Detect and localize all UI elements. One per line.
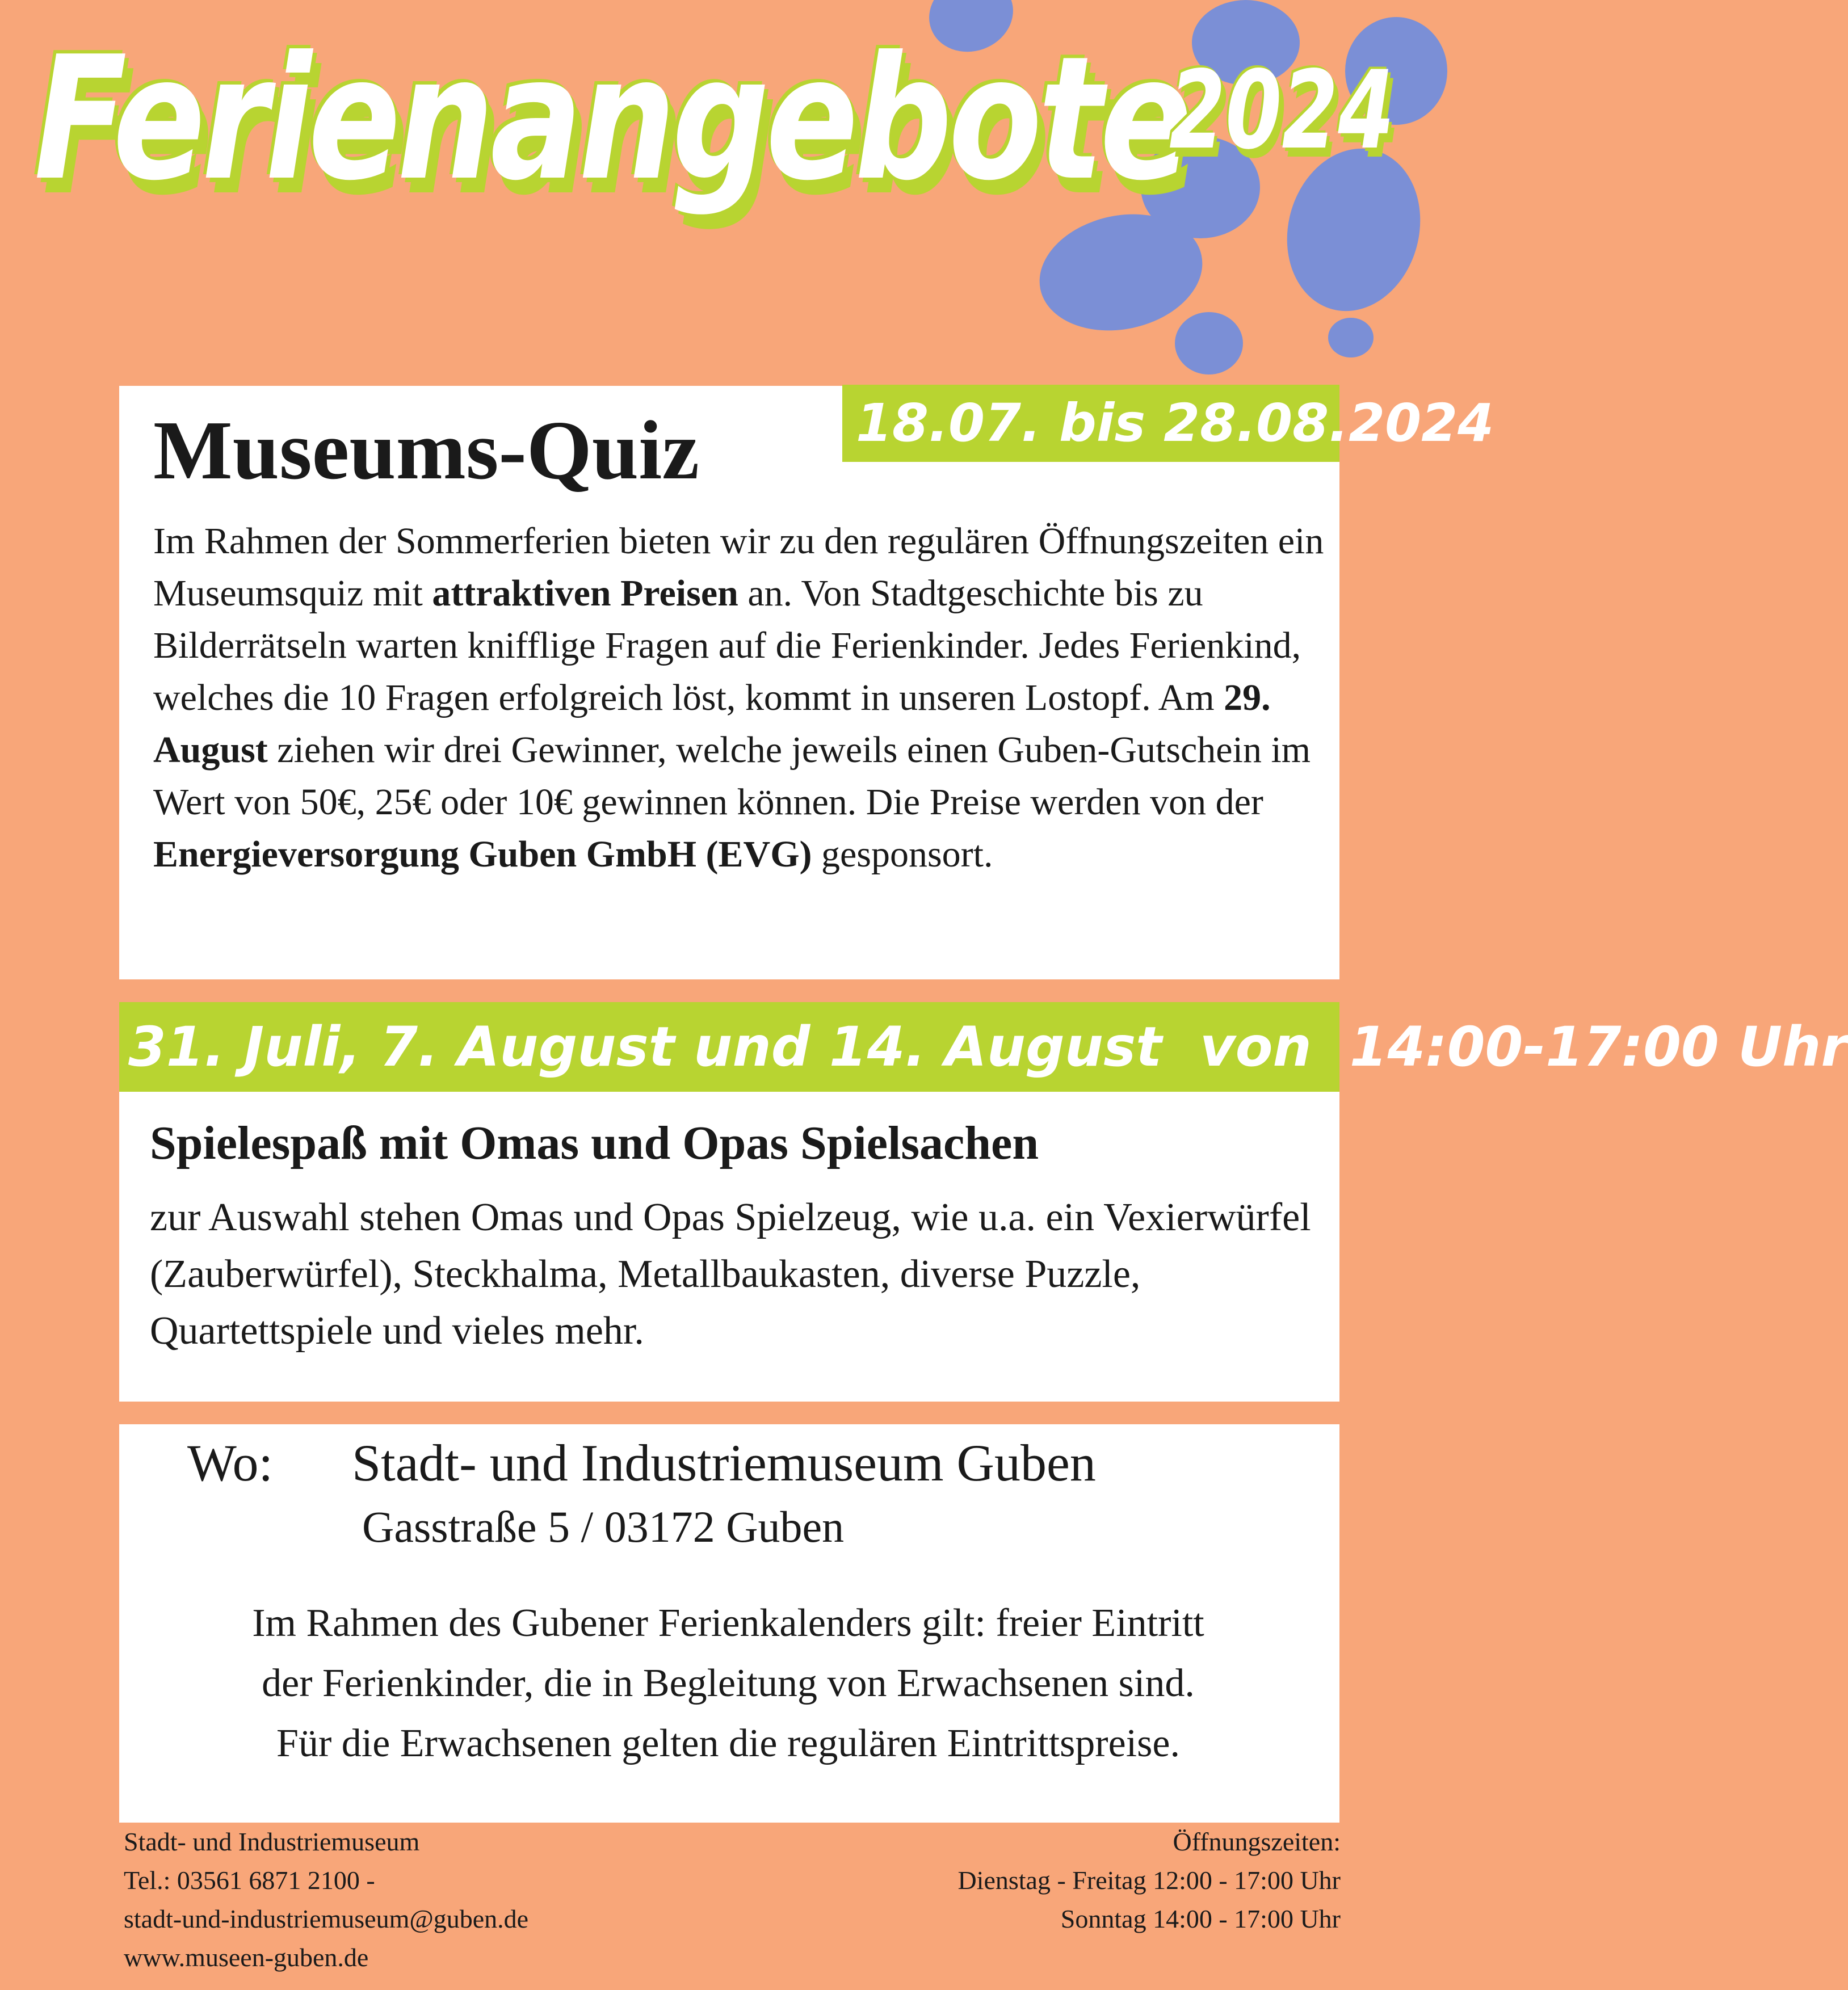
admission-info <box>120 1593 1336 1774</box>
quiz-date-tag: 18.07. bis 28.08.2024 <box>842 385 1339 462</box>
quiz-title: Museums-Quiz <box>153 404 699 497</box>
footer-opening-hours <box>957 1823 1341 1938</box>
header-title-area <box>34 20 1396 306</box>
admission-info-line: Für die Erwachsenen gelten die regulären Eintrittspreise. <box>276 1722 1180 1765</box>
footer-contact <box>124 1823 528 1977</box>
footer-museum-name: Stadt- und Industriemuseum <box>124 1827 420 1856</box>
decorative-blob <box>1328 318 1374 357</box>
opening-hours-weekdays: Dienstag - Freitag 12:00 - 17:00 Uhr <box>957 1866 1341 1895</box>
quiz-description: Im Rahmen der Sommerferien bieten wir zu den regulären Öffnungszeiten ein Museumsquiz mit attraktiven Preisen an. Von Stadtgeschichte bis zu Bilderrätseln warten knifflige Fragen auf die Ferienkinder. Jedes Ferienkind, welches die 10 Fragen erfolgreich löst, kommt in unseren Lostopf. Am 29. August ziehen wir drei Gewinner, welche jeweils einen Guben-Gutschein im Wert von 50€, 25€ oder 10€ gewinnen können. Die Preise werden von der Energieversorgung Guben GmbH (EVG) gesponsort. <box>153 520 1324 875</box>
page-title-year: 2024 <box>1169 48 1395 173</box>
location-address: Gasstraße 5 / 03172 Guben <box>362 1502 845 1551</box>
decorative-blob <box>1175 312 1243 375</box>
location-venue: Stadt- und Industriemuseum Guben <box>352 1434 1096 1492</box>
spiel-title: Spielespaß mit Omas und Opas Spielsachen <box>150 1117 1039 1169</box>
spiel-date-tag: 31. Juli, 7. August und 14. August von 14:00-17:00 Uhr <box>119 1002 1339 1092</box>
admission-info-line: Im Rahmen des Gubener Ferienkalenders gilt: freier Eintritt <box>252 1601 1204 1645</box>
footer-website-link[interactable]: www.museen-guben.de <box>124 1943 369 1972</box>
opening-hours-sunday: Sonntag 14:00 - 17:00 Uhr <box>1060 1904 1341 1933</box>
admission-info-line: der Ferienkinder, die in Begleitung von Erwachsenen sind. <box>262 1661 1195 1705</box>
location-label: Wo: <box>187 1434 274 1492</box>
opening-hours-heading: Öffnungszeiten: <box>1173 1827 1341 1856</box>
footer-email-link[interactable]: stadt-und-industriemuseum@guben.de <box>124 1904 529 1933</box>
spiel-description: zur Auswahl stehen Omas und Opas Spielzeug, wie u.a. ein Vexierwürfel (Zauberwürfel), Steckhalma, Metallbaukasten, diverse Puzzle, Quartettspiele und vieles mehr. <box>150 1196 1311 1353</box>
footer-phone: Tel.: 03561 6871 2100 - <box>124 1866 375 1895</box>
page-title: Ferienangebote <box>34 20 1189 218</box>
